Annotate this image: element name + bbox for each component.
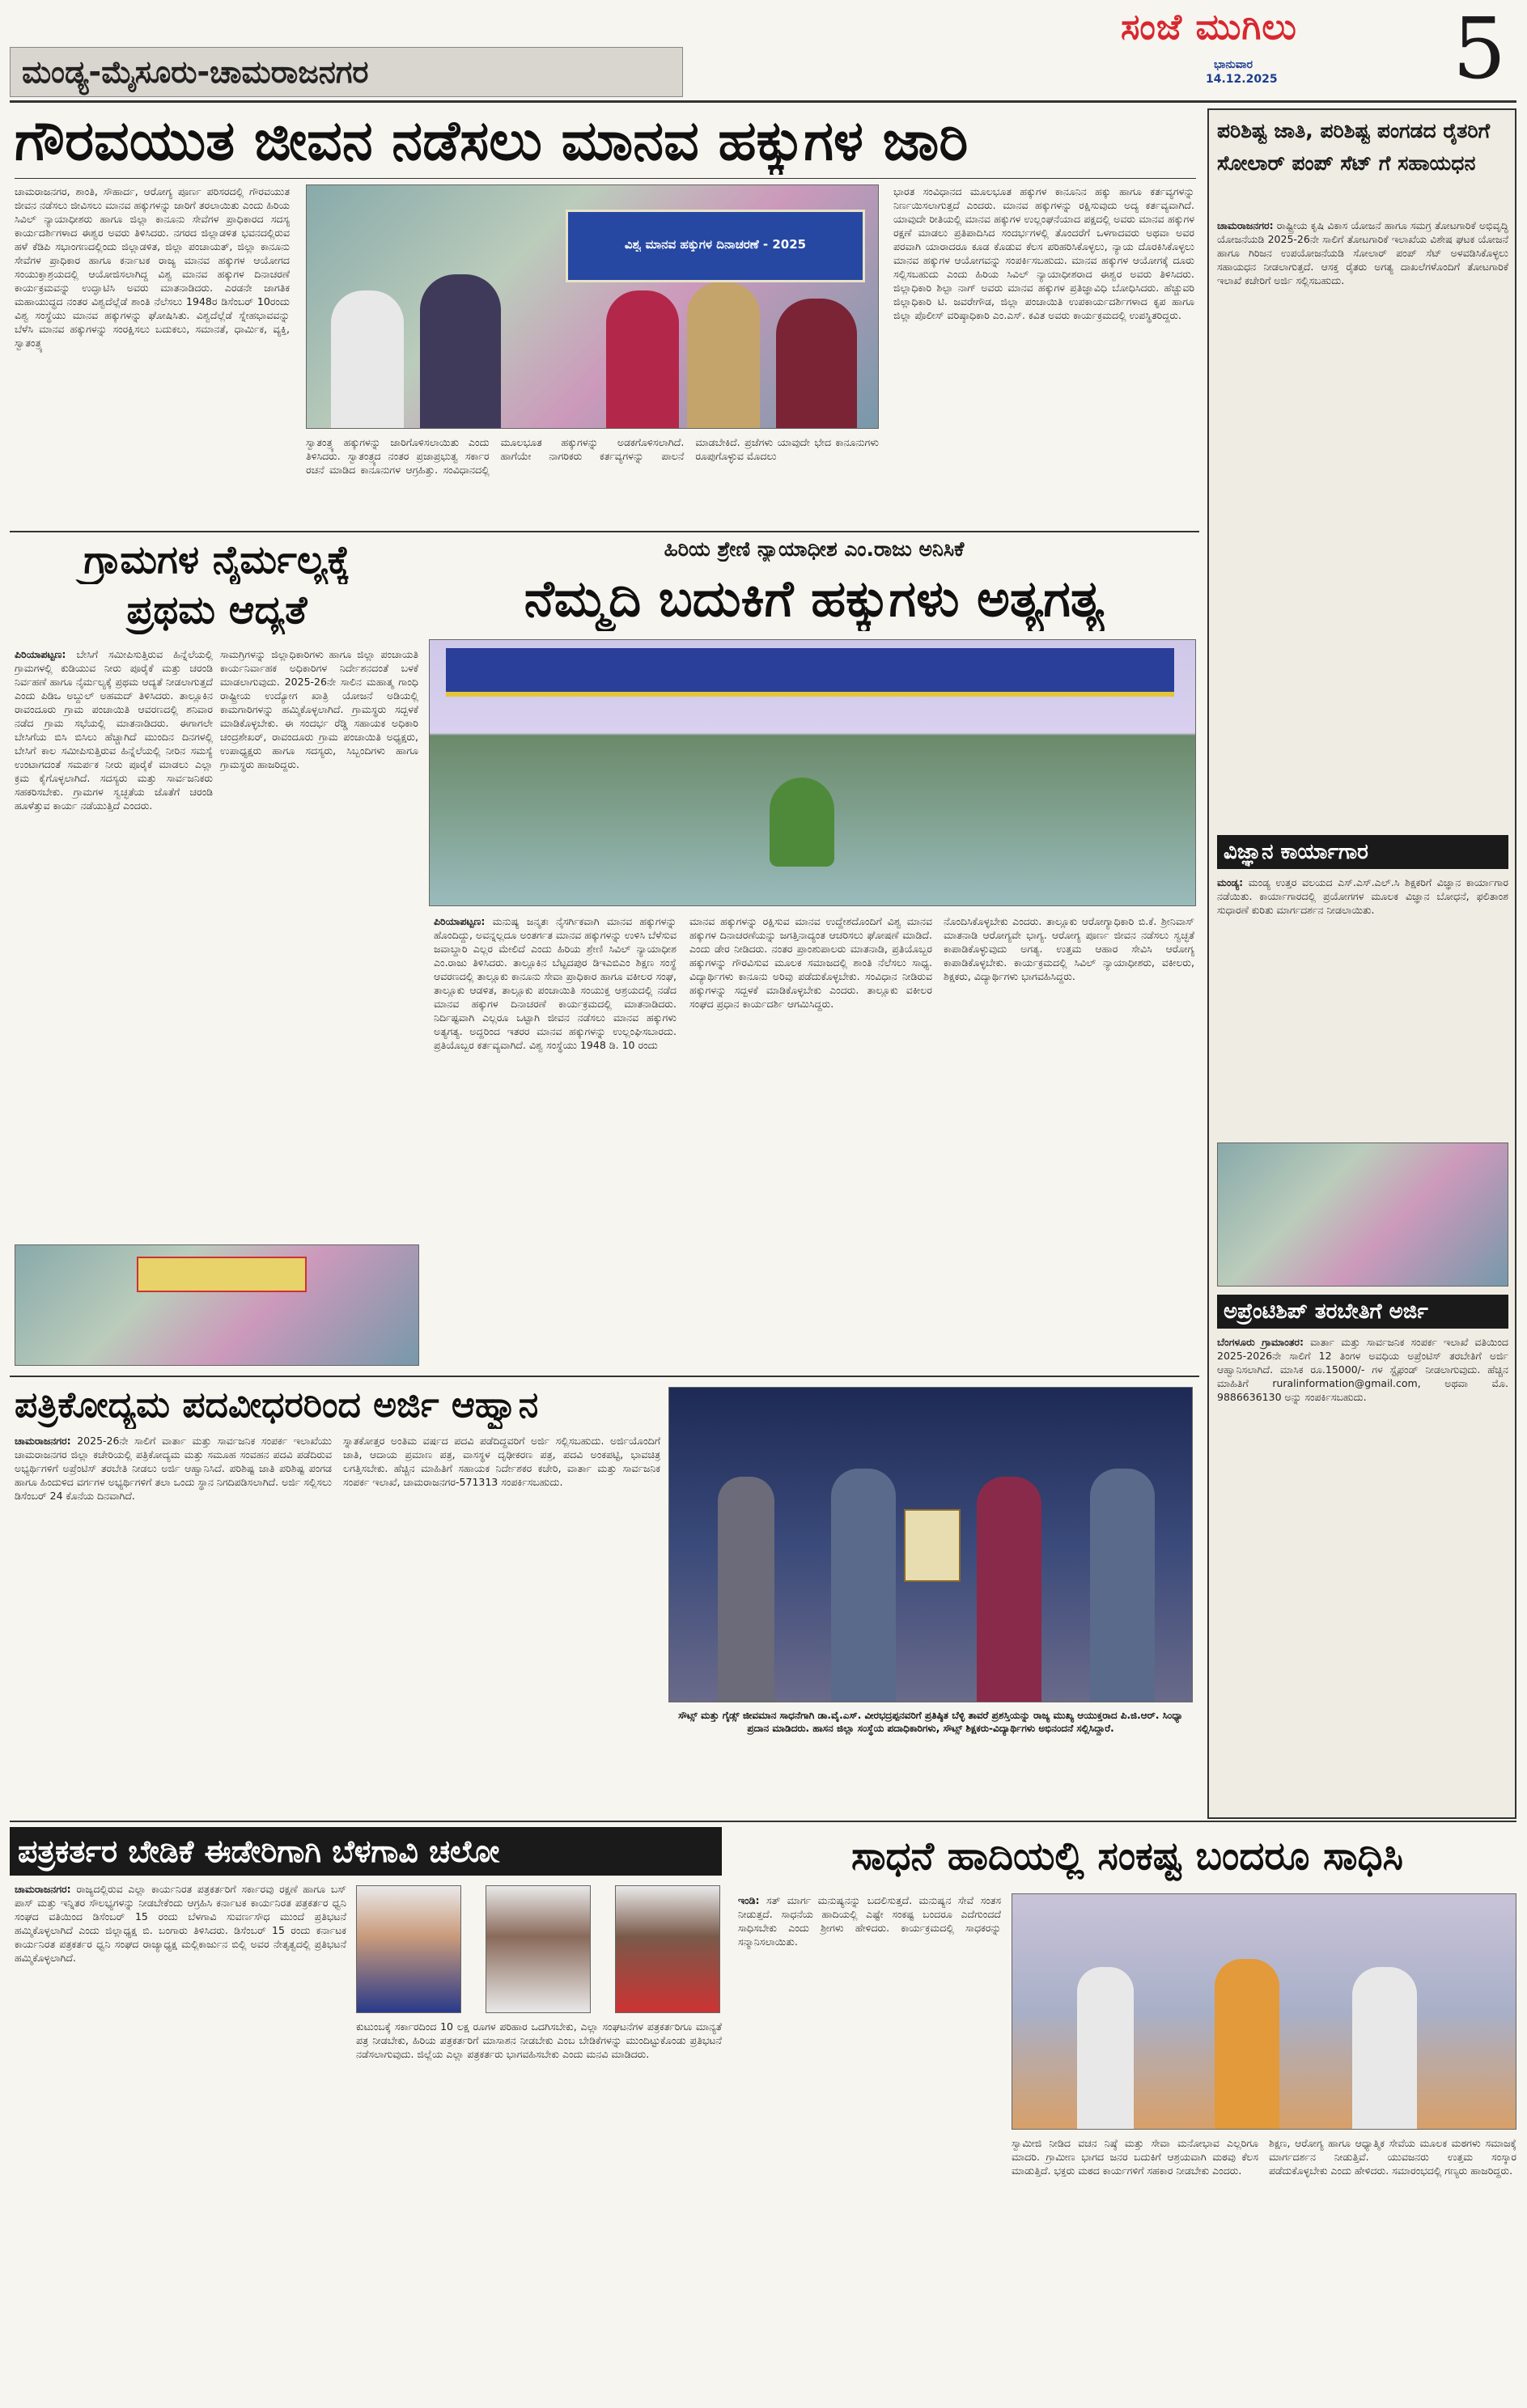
- person-figure: [331, 290, 404, 428]
- body: ಬೇಸಿಗೆ ಸಮೀಪಿಸುತ್ತಿರುವ ಹಿನ್ನೆಲೆಯಲ್ಲಿ ಗ್ರಾಮಗಳಲ್ಲಿ ಕುಡಿಯುವ ನೀರು ಪೂರೈಕೆ ಮತ್ತು ಚರಂಡಿ ನಿರ್ವಹಣೆ ಹಾಗೂ ನೈರ್ಮಲ್ಯಕ್ಕೆ ಪ್ರಥಮ ಆದ್ಯತೆ ನೀಡಲಾಗುತ್ತದೆ ಎಂದು ಪಿಡಿಒ ಅಬ್ದುಲ್ ಅಹಮದ್ ತಿಳಿಸಿದರು. ತಾಲ್ಲೂಕಿನ ರಾವಂದೂರು ಗ್ರಾಮ ಪಂಚಾಯಿತಿ ಆವರಣದಲ್ಲಿ ಶನಿವಾರ ನಡೆದ ಗ್ರಾಮ ಸಭೆಯಲ್ಲಿ ಮಾತನಾಡಿದರು. ಈಗಾಗಲೇ ಬೇಸಿಗೆಯ ಬಿಸಿ ಬಿಸಿಲು ಹೆಚ್ಚಾಗಿದೆ ಮುಂದಿನ ದಿನಗಳಲ್ಲಿ ಬೇಸಿಗೆ ಕಾಲ ಸಮೀಪಿಸುತ್ತಿರುವ ಹಿನ್ನೆಲೆಯಲ್ಲಿ ನೀರಿನ ಸಮಸ್ಯೆ ಉಂಟಾಗದಂತೆ ಸಮರ್ಪಕ ನೀರು ಪೂರೈಕೆ ಮಾಡಲು ಎಲ್ಲಾ ಕ್ರಮ ಕೈಗೊಳ್ಳಲಾಗಿದೆ. ಸದಸ್ಯರು ಮತ್ತು ಸಾರ್ವಜನಿಕರು ಸಹಕರಿಸಬೇಕು. ಗ್ರಾಮಗಳ ಸ್ವಚ್ಛತೆಯ ಜೊತೆಗೆ ಚರಂಡಿ ಹೂಳೆತ್ತುವ ಕಾರ್ಯ ನಡೆಯುತ್ತಿದೆ ಎಂದರು.: [15, 648, 213, 812]
- story3-col1: [434, 914, 677, 1369]
- story4-col1: [15, 1434, 332, 1812]
- story3-kicker: ಹಿರಿಯ ಶ್ರೇಣಿ ನ್ಯಾಯಾಧೀಶ ಎಂ.ರಾಜು ಅನಿಸಿಕೆ: [664, 537, 965, 561]
- person-figure: [1090, 1469, 1155, 1702]
- body: 2025-26ನೇ ಸಾಲಿಗೆ ವಾರ್ತಾ ಮತ್ತು ಸಾರ್ವಜನಿಕ ಸಂಪರ್ಕ ಇಲಾಖೆಯು ಚಾಮರಾಜನಗರ ಜಿಲ್ಲಾ ಕಚೇರಿಯಲ್ಲಿ ಪತ್ರಿಕೋದ್ಯಮ ಮತ್ತು ಸಮೂಹ ಸಂವಹನ ಪದವಿ ಪಡೆದಿರುವ ಅಭ್ಯರ್ಥಿಗಳಿಗೆ ಅಪ್ರೆಂಟಿಸ್ ತರಬೇತಿ ನೀಡಲು ಅರ್ಜಿ ಆಹ್ವಾನಿಸಿದೆ. ಪರಿಶಿಷ್ಟ ಜಾತಿ ಪರಿಶಿಷ್ಟ ಪಂಗಡ ಹಾಗೂ ಹಿಂದುಳಿದ ವರ್ಗಗಳ ಅಭ್ಯರ್ಥಿಗಳಿಗೆ ತಲಾ ಒಂದು ಸ್ಥಾನ ನಿಗದಿಪಡಿಸಲಾಗಿದೆ. ಅರ್ಜಿ ಸಲ್ಲಿಸಲು ಡಿಸೆಂಬರ್ 24 ಕೊನೆಯ ದಿನವಾಗಿದೆ.: [15, 1435, 332, 1502]
- masthead-rule: [10, 100, 1516, 103]
- portrait-1: [356, 1885, 461, 2013]
- story3-photo: [429, 639, 1196, 906]
- region-title: ಮಂಡ್ಯ-ಮೈಸೂರು-ಚಾಮರಾಜನಗರ: [22, 54, 369, 90]
- story7-photo: [1012, 1893, 1516, 2130]
- story5-caption: ಸೌಟ್ಸ್ ಮತ್ತು ಗೈಡ್ಸ್ ಜೀವಮಾನ ಸಾಧನೆಗಾಗಿ ಡಾ.ವೈ.ಎಸ್. ವೀರಭದ್ರಪ್ಪನವರಿಗೆ ಪ್ರತಿಷ್ಠಿತ ಬೆಳ್ಳಿ ತಾವರೆ ಪ್ರಶಸ್ತಿಯನ್ನು ರಾಜ್ಯ ಮುಖ್ಯ ಆಯುಕ್ತರಾದ ಪಿ.ಜಿ.ಆರ್. ಸಿಂಧ್ಯಾ ಪ್ರದಾನ ಮಾಡಿದರು. ಹಾಸನ ಜಿಲ್ಲಾ ಸಂಸ್ಥೆಯ ಪದಾಧಿಕಾರಿಗಳು, ಸೌಟ್ಸ್ ಶಿಕ್ಷಕರು-ವಿದ್ಯಾರ್ಥಿಗಳು ಅಭಿನಂದನೆ ಸಲ್ಲಿಸಿದ್ದಾರೆ.: [678, 1710, 1183, 1734]
- page-number: 5: [1453, 0, 1507, 98]
- plant: [770, 778, 834, 867]
- dateline: ಬೆಂಗಳೂರು ಗ್ರಾಮಾಂತರ:: [1217, 1336, 1304, 1348]
- person-figure: [606, 290, 679, 428]
- banner-text: ವಿಶ್ವ ಮಾನವ ಹಕ್ಕುಗಳ ದಿನಾಚರಣೆ - 2025: [624, 237, 807, 252]
- dateline: ಚಾಮರಾಜನಗರ:: [15, 1883, 71, 1895]
- story6-col1: [15, 1882, 346, 2400]
- certificate: [904, 1509, 961, 1582]
- sidebar-story2-headline: ವಿಜ್ಞಾನ ಕಾರ್ಯಾಗಾರ: [1217, 835, 1508, 869]
- person-figure: [776, 299, 857, 428]
- sidebar-photo: [1217, 1143, 1508, 1287]
- story7-headline: ಸಾಧನೆ ಹಾದಿಯಲ್ಲಿ ಸಂಕಷ್ಟ ಬಂದರೂ ಸಾಧಿಸಿ: [851, 1834, 1403, 1879]
- story4-headline: ಪತ್ರಿಕೋದ್ಯಮ ಪದವೀಧರರಿಂದ ಅರ್ಜಿ ಆಹ್ವಾನ: [15, 1384, 539, 1426]
- banner: [137, 1257, 307, 1292]
- sidebar-story2-text: [1217, 875, 1508, 1134]
- story6-headline: ಪತ್ರಕರ್ತರ ಬೇಡಿಕೆ ಈಡೇರಿಗಾಗಿ ಬೆಳಗಾವಿ ಚಲೋ: [10, 1827, 722, 1876]
- sidebar-story3-headline: ಅಪ್ರೆಂಟಿಶಿಪ್ ತರಬೇತಿಗೆ ಅರ್ಜಿ: [1217, 1295, 1508, 1329]
- story3-col2: ಮಾನವ ಹಕ್ಕುಗಳನ್ನು ರಕ್ಷಿಸುವ ಮಾನವ ಉದ್ದೇಶದೊಂದಿಗೆ ವಿಶ್ವ ಮಾನವ ಹಕ್ಕುಗಳ ದಿನಾಚರಣೆಯನ್ನು ಜಗತ್ತಿನಾದ್ಯಂತ ಆಚರಿಸಲು ಘೋಷಣೆ ಮಾಡಿದೆ. ಎಂದು ಡೇರ ನೀಡಿದರು. ನಂತರ ಪ್ರಾಂಶುಪಾಲರು ಮಾತನಾಡಿ, ಪ್ರತಿಯೊಬ್ಬರ ಹಕ್ಕುಗಳನ್ನು ಗೌರವಿಸುವ ಮೂಲಕ ಸಮಾಜದಲ್ಲಿ ಶಾಂತಿ ನೆಲೆಸಲು ಸಾಧ್ಯ. ವಿದ್ಯಾರ್ಥಿಗಳು ಕಾನೂನು ಅರಿವು ಪಡೆದುಕೊಳ್ಳಬೇಕು. ಸಂವಿಧಾನ ನೀಡಿರುವ ಹಕ್ಕುಗಳನ್ನು ಸದ್ಬಳಕೆ ಮಾಡಿಕೊಳ್ಳಬೇಕು ಎಂದರು. ತಾಲ್ಲೂಕು ವಕೀಲರ ಸಂಘದ ಪ್ರಧಾನ ಕಾರ್ಯದರ್ಶಿ ಆಗಮಿಸಿದ್ದರು.: [689, 915, 932, 1010]
- story7-col3: ಶಿಕ್ಷಣ, ಆರೋಗ್ಯ ಹಾಗೂ ಆಧ್ಯಾತ್ಮಿಕ ಸೇವೆಯ ಮೂಲಕ ಮಠಗಳು ಸಮಾಜಕ್ಕೆ ಮಾರ್ಗದರ್ಶನ ನೀಡುತ್ತಿವೆ. ಯುವಜನರು ಉತ್ತಮ ಸಂಸ್ಕಾರ ಪಡೆದುಕೊಳ್ಳಬೇಕು ಎಂದು ಹೇಳಿದರು. ಸಮಾರಂಭದಲ್ಲಿ ಗಣ್ಯರು ಹಾಜರಿದ್ದರು.: [1269, 2137, 1516, 2177]
- body: ಮಂಡ್ಯ ಉತ್ತರ ವಲಯದ ಎಸ್.ಎಸ್.ಎಲ್.ಸಿ ಶಿಕ್ಷಕರಿಗೆ ವಿಜ್ಞಾನ ಕಾರ್ಯಾಗಾರ ನಡೆಯಿತು. ಕಾರ್ಯಾಗಾರದಲ್ಲಿ ಪ್ರಯೋಗಗಳ ಮೂಲಕ ವಿಜ್ಞಾನ ಬೋಧನೆ, ಫಲಿತಾಂಶ ಸುಧಾರಣೆ ಕುರಿತು ಮಾರ್ಗದರ್ಶನ ನೀಡಲಾಯಿತು.: [1217, 876, 1508, 916]
- story3-headline: ನೆಮ್ಮದಿ ಬದುಕಿಗೆ ಹಕ್ಕುಗಳು ಅತ್ಯಗತ್ಯ: [524, 569, 1105, 628]
- sidebar-story3-text: [1217, 1335, 1508, 1812]
- sidebar-story1-text: [1217, 218, 1508, 824]
- story2-headline1: ಗ್ರಾಮಗಳ ನೈರ್ಮಲ್ಯಕ್ಕೆ: [83, 537, 350, 583]
- person-figure: [718, 1477, 774, 1702]
- divider: [15, 178, 1196, 179]
- person-figure: [420, 274, 501, 428]
- brand-name: ಸಂಜೆ ಮುಗಿಲು: [1121, 6, 1297, 48]
- story4-col2: ಸ್ನಾತಕೋತ್ತರ ಅಂತಿಮ ವರ್ಷದ ಪದವಿ ಪಡೆದಿದ್ದವರಿಗೆ ಅರ್ಜಿ ಸಲ್ಲಿಸಬಹುದು. ಅರ್ಜಿಯೊಂದಿಗೆ ಜಾತಿ, ಆದಾಯ ಪ್ರಮಾಣ ಪತ್ರ, ವಾಸಸ್ಥಳ ದೃಢೀಕರಣ ಪತ್ರ, ಪದವಿ ಅಂಕಪಟ್ಟಿ, ಭಾವಚಿತ್ರ ಲಗತ್ತಿಸಬೇಕು. ಹೆಚ್ಚಿನ ಮಾಹಿತಿಗೆ ಸಹಾಯಕ ನಿರ್ದೇಶಕರ ಕಚೇರಿ, ವಾರ್ತಾ ಮತ್ತು ಸಾರ್ವಜನಿಕ ಸಂಪರ್ಕ ಇಲಾಖೆ, ಚಾಮರಾಜನಗರ-571313 ಸಂಪರ್ಕಿಸಬಹುದು.: [343, 1435, 660, 1488]
- divider: [10, 1376, 1199, 1377]
- body: ವಾರ್ತಾ ಮತ್ತು ಸಾರ್ವಜನಿಕ ಸಂಪರ್ಕ ಇಲಾಖೆ ವತಿಯಿಂದ 2025-2026ನೇ ಸಾಲಿಗೆ 12 ತಿಂಗಳ ಅವಧಿಯ ಅಪ್ರೆಂಟಿಸ್ ತರಬೇತಿಗೆ ಅರ್ಜಿ ಆಹ್ವಾನಿಸಲಾಗಿದೆ. ಮಾಸಿಕ ರೂ.15000/- ಗಳ ಸ್ಟೈಫಂಡ್ ನೀಡಲಾಗುವುದು. ಹೆಚ್ಚಿನ ಮಾಹಿತಿಗೆ ruralinformation@gmail.com, ಅಥವಾ ಮೊ. 9886636130 ಅನ್ನು ಸಂಪರ್ಕಿಸಬಹುದು.: [1217, 1336, 1508, 1403]
- story6-col2: ಕುಟುಂಬಕ್ಕೆ ಸರ್ಕಾರದಿಂದ 10 ಲಕ್ಷ ರೂಗಳ ಪರಿಹಾರ ಒದಗಿಸಬೇಕು, ಎಲ್ಲಾ ಸಂಘಟನೆಗಳ ಪತ್ರಕರ್ತರಿಗೂ ಮಾನ್ಯತೆ ಪತ್ರ ನೀಡಬೇಕು, ಹಿರಿಯ ಪತ್ರಕರ್ತರಿಗೆ ಮಾಸಾಶನ ನೀಡಬೇಕು ಎಂಬ ಬೇಡಿಕೆಗಳನ್ನು ಮುಂದಿಟ್ಟುಕೊಂಡು ಪ್ರತಿಭಟನೆ ನಡೆಸಲಾಗುವುದು. ಜಿಲ್ಲೆಯ ಎಲ್ಲಾ ಪತ್ರಕರ್ತರು ಭಾಗವಹಿಸಬೇಕು ಎಂದು ಮನವಿ ಮಾಡಿದರು.: [356, 2020, 722, 2060]
- divider: [10, 531, 1199, 532]
- issue-date: 14.12.2025: [1206, 73, 1278, 86]
- body: ರಾಷ್ಟ್ರೀಯ ಕೃಷಿ ವಿಕಾಸ ಯೋಜನೆ ಹಾಗೂ ಸಮಗ್ರ ತೋಟಗಾರಿಕೆ ಅಭಿವೃದ್ಧಿ ಯೋಜನೆಯಡಿ 2025-26ನೇ ಸಾಲಿಗೆ ತೋಟಗಾರಿಕೆ ಇಲಾಖೆಯ ವಿಶೇಷ ಘಟಕ ಯೋಜನೆ ಹಾಗೂ ಗಿರಿಜನ ಉಪಯೋಜನೆಯಡಿ ಸೋಲಾರ್ ಪಂಪ್ ಸೆಟ್ ಅಳವಡಿಸಿಕೊಳ್ಳಲು ಸಹಾಯಧನ ನೀಡಲಾಗುತ್ತದೆ. ಆಸಕ್ತ ರೈತರು ಅಗತ್ಯ ದಾಖಲೆಗಳೊಂದಿಗೆ ತೋಟಗಾರಿಕೆ ಇಲಾಖೆ ಕಚೇರಿಗೆ ಅರ್ಜಿ ಸಲ್ಲಿಸಬಹುದು.: [1217, 219, 1508, 286]
- body: ಸತ್ ಮಾರ್ಗ ಮನುಷ್ಯನನ್ನು ಬದಲಿಸುತ್ತದೆ. ಮನುಷ್ಯನ ಸೇವೆ ಸಂತಸ ನೀಡುತ್ತದೆ. ಸಾಧನೆಯ ಹಾದಿಯಲ್ಲಿ ಎಷ್ಟೇ ಸಂಕಷ್ಟ ಬಂದರೂ ಎದೆಗುಂದದೆ ಸಾಧಿಸಬೇಕು ಎಂದು ಶ್ರೀಗಳು ಹೇಳಿದರು. ಕಾರ್ಯಕ್ರಮದಲ್ಲಿ ಸಾಧಕರನ್ನು ಸನ್ಮಾನಿಸಲಾಯಿತು.: [738, 1894, 1001, 1948]
- person-figure: [1077, 1967, 1134, 2129]
- dateline: ಚಾಮರಾಜನಗರ:: [1217, 219, 1274, 231]
- story2-col1: [15, 647, 213, 1238]
- story1-col3: ಭಾರತ ಸಂವಿಧಾನದ ಮೂಲಭೂತ ಹಕ್ಕುಗಳ ಕಾನೂನಿನ ಹಕ್ಕು ಹಾಗೂ ಕರ್ತವ್ಯಗಳನ್ನು ನಿರ್ಣಯಿಸಲಾಗುತ್ತದೆ ಎಂದರು. ಮಾನವ ಹಕ್ಕುಗಳನ್ನು ರಕ್ಷಿಸುವುದು ಅದ್ಯ ಕರ್ತವ್ಯವಾಗಿದೆ. ಯಾವುದೇ ರೀತಿಯಲ್ಲಿ ಮಾನವ ಹಕ್ಕುಗಳ ಉಲ್ಲಂಘನೆಯಾದ ಪಕ್ಷದಲ್ಲಿ ಅವರು ಮಾನವ ಹಕ್ಕುಗಳ ರಕ್ಷಣೆ ಮಾಡಲು ಪ್ರತಿಪಾದಿಸಿದ ಸಂದರ್ಭಗಳಲ್ಲಿ ತೊಂದರೆಗೆ ಒಳಗಾದವರು ಅಥವಾ ಅವರ ಪರವಾಗಿ ಯಾರಾದರೂ ಕೂಡ ಕೊಡುವ ಕೆಲಸ ಪರಿಹರಿಸಿಕೊಳ್ಳಲು, ನ್ಯಾಯ ದೊರಕಿಸಿಕೊಳ್ಳಲು ಮಾನವ ಹಕ್ಕುಗಳ ಆಯೋಗವನ್ನು ಸಂಪರ್ಕಿಸಬಹುದು. ಮಾನವ ಹಕ್ಕುಗಳ ಆಯೋಗಕ್ಕೆ ದೂರು ಸಲ್ಲಿಸಬಹುದು ಎಂದು ಹಿರಿಯ ಸಿವಿಲ್ ನ್ಯಾಯಾಧೀಶರಾದ ಈಶ್ವರ ಅವರು ತಿಳಿಸಿದರು. ಜಿಲ್ಲಾಧಿಕಾರಿ ಶಿಲ್ಪಾ ನಾಗ್ ಅವರು ಮಾನವ ಹಕ್ಕುಗಳ ಪ್ರತಿಜ್ಞಾವಿಧಿ ಬೋಧಿಸಿದರು. ಹೆಚ್ಚುವರಿ ಜಿಲ್ಲಾಧಿಕಾರಿ ಟಿ. ಜವರೇಗೌಡ, ಜಿಲ್ಲಾ ಪಂಚಾಯಿತಿ ಉಪಕಾರ್ಯದರ್ಶಿಗಳಾದ ಕೃಪ ಹಾಗೂ ಜಿಲ್ಲಾ ಪೊಲೀಸ್ ವರಿಷ್ಠಾಧಿಕಾರಿ ಎಂ.ಎಸ್. ಕವಿತ ಅವರು ಕಾರ್ಯಕ್ರಮದಲ್ಲಿ ಉಪಸ್ಥಿತರಿದ್ದರು.: [893, 185, 1194, 321]
- story2-col2: ಸಾಮಗ್ರಿಗಳನ್ನು ಜಿಲ್ಲಾಧಿಕಾರಿಗಳು ಹಾಗೂ ಜಿಲ್ಲಾ ಪಂಚಾಯತಿ ಕಾರ್ಯನಿರ್ವಾಹಕ ಅಧಿಕಾರಿಗಳ ನಿರ್ದೇಶನದಂತೆ ಬಳಕೆ ಮಾಡಲಾಗುವುದು. 2025-26ನೇ ಸಾಲಿನ ಮಹಾತ್ಮ ಗಾಂಧಿ ರಾಷ್ಟ್ರೀಯ ಉದ್ಯೋಗ ಖಾತ್ರಿ ಯೋಜನೆ ಅಡಿಯಲ್ಲಿ ಕಾಮಗಾರಿಗಳನ್ನು ಹಮ್ಮಿಕೊಳ್ಳಲಾಗಿದೆ. ಗ್ರಾಮಸ್ಥರು ಸದ್ಬಳಕೆ ಮಾಡಿಕೊಳ್ಳಬೇಕು. ಈ ಸಂದರ್ಭ ರೆಡ್ಡಿ ಸಹಾಯಕ ಅಧಿಕಾರಿ ಚಂದ್ರಶೇಖರ್, ರಾವಂದೂರು ಗ್ರಾಮ ಪಂಚಾಯಿತಿ ಅಧ್ಯಕ್ಷರು, ಉಪಾಧ್ಯಕ್ಷರು ಹಾಗೂ ಸದಸ್ಯರು, ಸಿಬ್ಬಂದಿಗಳು ಹಾಗೂ ಗ್ರಾಮಸ್ಥರು ಹಾಜರಿದ್ದರು.: [220, 648, 418, 770]
- sidebar-story1-headline: ಪರಿಶಿಷ್ಟ ಜಾತಿ, ಪರಿಶಿಷ್ಟ ಪಂಗಡದ ರೈತರಿಗೆ ಸೋಲಾರ್ ಪಂಪ್ ಸೆಟ್ ಗೆ ಸಹಾಯಧನ: [1217, 119, 1491, 175]
- dateline: ಮಂಡ್ಯ:: [1217, 876, 1244, 888]
- body: ಮನುಷ್ಯ ಜನ್ಮತಃ ನೈಸರ್ಗಿಕವಾಗಿ ಮಾನವ ಹಕ್ಕುಗಳನ್ನು ಹೊಂದಿದ್ದು, ಅವನ್ನಲ್ಲದೂ ಅಂತರ್ಗತ ಮಾನವ ಹಕ್ಕುಗಳನ್ನು ಉಳಿಸಿ ಬೆಳೆಸುವ ಜವಾಬ್ದಾರಿ ಎಲ್ಲರ ಮೇಲಿದೆ ಎಂದು ಹಿರಿಯ ಶ್ರೇಣಿ ಸಿವಿಲ್ ನ್ಯಾಯಾಧೀಶ ಎಂ.ರಾಜು ತಿಳಿಸಿದರು. ತಾಲ್ಲೂಕಿನ ಬೆಟ್ಟದಪುರ ಡಿಇಎಬಿಎಂ ಶಿಕ್ಷಣ ಸಂಸ್ಥೆ ಆವರಣದಲ್ಲಿ ತಾಲ್ಲೂಕು ಕಾನೂನು ಸೇವಾ ಪ್ರಾಧಿಕಾರ ಹಾಗೂ ವಕೀಲರ ಸಂಘ, ತಾಲ್ಲೂಕು ಆಡಳಿತ, ತಾಲ್ಲೂಕು ಪಂಚಾಯಿತಿ ಸಂಯುಕ್ತ ಆಶ್ರಯದಲ್ಲಿ ನಡೆದ ಮಾನವ ಹಕ್ಕುಗಳ ದಿನಾಚರಣೆ ಕಾರ್ಯಕ್ರಮದಲ್ಲಿ ಮಾತನಾಡಿದರು. ನಿರ್ದಿಷ್ಟವಾಗಿ ಎಲ್ಲರೂ ಒಟ್ಟಾಗಿ ಜೀವನ ನಡೆಸಲು ಮಾನವ ಹಕ್ಕುಗಳು ಅತ್ಯಗತ್ಯ. ಅದ್ದರಿಂದ ಇತರರ ಮಾನವ ಹಕ್ಕುಗಳನ್ನು ಉಲ್ಲಂಘಿಸಬಾರದು. ಪ್ರತಿಯೊಬ್ಬರ ಕರ್ತವ್ಯವಾಗಿದೆ. ವಿಶ್ವ ಸಂಸ್ಥೆಯು 1948 ಡಿ. 10 ರಂದು: [434, 915, 677, 1051]
- dateline: ಚಾಮರಾಜನಗರ:: [15, 1435, 71, 1447]
- story2-headline2: ಪ್ರಥಮ ಆದ್ಯತೆ: [126, 587, 308, 633]
- person-figure: [1352, 1967, 1417, 2129]
- dateline: ಪಿರಿಯಾಪಟ್ಟಣ:: [434, 915, 486, 927]
- story7-col2: ಸ್ವಾಮೀಜಿ ನೀಡಿದ ವಚನ ನಿಷ್ಠೆ ಮತ್ತು ಸೇವಾ ಮನೋಭಾವ ಎಲ್ಲರಿಗೂ ಮಾದರಿ. ಗ್ರಾಮೀಣ ಭಾಗದ ಜನರ ಬದುಕಿಗೆ ಆಶ್ರಯವಾಗಿ ಮಠವು ಕೆಲಸ ಮಾಡುತ್ತಿದೆ. ಭಕ್ತರು ಮಠದ ಕಾರ್ಯಗಳಿಗೆ ಸಹಕಾರ ನೀಡಬೇಕು ಎಂದರು.: [1012, 2137, 1258, 2177]
- story5-photo: [668, 1387, 1193, 1702]
- brand-logo: [1121, 6, 1396, 57]
- issue-day: ಭಾನುವಾರ: [1214, 58, 1253, 71]
- portrait-2: [486, 1885, 591, 2013]
- person-figure: [687, 282, 760, 428]
- person-figure: [831, 1469, 896, 1702]
- story1-photo: [306, 184, 879, 429]
- divider: [10, 1821, 1516, 1822]
- story2-photo: [15, 1244, 419, 1366]
- story1-col2: ಸ್ವಾತಂತ್ರ್ಯ ಹಕ್ಕುಗಳನ್ನು ಜಾರಿಗೊಳಿಸಲಾಯಿತು ಎಂದು ತಿಳಿಸಿದರು. ಸ್ವಾತಂತ್ರ್ಯದ ನಂತರ ಪ್ರಜಾಪ್ರಭುತ್ವ ಸರ್ಕಾರ ರಚನೆ ಮಾಡಿದ ಕಾನೂನುಗಳ ಆಗ್ರಹಿತ್ತು. ಸಂವಿಧಾನದಲ್ಲಿ ಮೂಲಭೂತ ಹಕ್ಕುಗಳನ್ನು ಅಡಕಗೊಳಿಸಲಾಗಿದೆ. ಹಾಗೆಯೇ ನಾಗರಿಕರು ಕರ್ತವ್ಯಗಳನ್ನು ಪಾಲನೆ ಮಾಡಬೇಕಿದೆ. ಪ್ರಜೆಗಳು ಯಾವುದೇ ಭೇದ ಕಾನೂನುಗಳು ರೂಪುಗೊಳ್ಳುವ ಮೊದಲು: [306, 436, 879, 476]
- story7-col1: [738, 1893, 1001, 2400]
- dateline: ಇಂಡಿ:: [738, 1894, 760, 1906]
- story3-col3: ನೊಂದಿಸಿಕೊಳ್ಳಬೇಕು ಎಂದರು. ತಾಲ್ಲೂಕು ಆರೋಗ್ಯಾಧಿಕಾರಿ ಬಿ.ಕೆ. ಶ್ರೀನಿವಾಸ್ ಮಾತನಾಡಿ ಆರೋಗ್ಯವೇ ಭಾಗ್ಯ. ಆರೋಗ್ಯ ಪೂರ್ಣ ಜೀವನ ನಡೆಸಲು ಸ್ವಚ್ಛತೆ ಕಾಪಾಡಿಕೊಳ್ಳುವುದು ಅಗತ್ಯ. ಉತ್ತಮ ಆಹಾರ ಸೇವಿಸಿ ಆರೋಗ್ಯ ಕಾಪಾಡಿಕೊಳ್ಳಬೇಕು. ಕಾರ್ಯಕ್ರಮದಲ್ಲಿ ಸಿವಿಲ್ ನ್ಯಾಯಾಧೀಶರು, ವಕೀಲರು, ಶಿಕ್ಷಕರು, ವಿದ್ಯಾರ್ಥಿಗಳು ಭಾಗವಹಿಸಿದ್ದರು.: [944, 915, 1194, 982]
- portrait-3: [615, 1885, 720, 2013]
- person-figure: [1215, 1959, 1279, 2129]
- person-figure: [977, 1477, 1041, 1702]
- story1-headline: ಗೌರವಯುತ ಜೀವನ ನಡೆಸಲು ಮಾನವ ಹಕ್ಕುಗಳ ಜಾರಿ: [15, 109, 969, 173]
- region-header: [10, 47, 683, 97]
- dateline: ಪಿರಿಯಾಪಟ್ಟಣ:: [15, 648, 66, 660]
- body: ರಾಜ್ಯದಲ್ಲಿರುವ ಎಲ್ಲಾ ಕಾರ್ಯನಿರತ ಪತ್ರಕರ್ತರಿಗೆ ಸರ್ಕಾರವು ರಕ್ಷಣೆ ಹಾಗೂ ಬಸ್ ಪಾಸ್ ಮತ್ತು ಇನ್ನಿತರ ಸೌಲಭ್ಯಗಳನ್ನು ನೀಡಬೇಕೆಂದು ಆಗ್ರಹಿಸಿ ಕರ್ನಾಟಕ ಕಾರ್ಯನಿರತ ಪತ್ರಕರ್ತರ ಧ್ವನಿ ಸಂಘದ ವತಿಯಿಂದ ಡಿಸೆಂಬರ್ 15 ರಂದು ಬೆಳಗಾವಿ ಸುವರ್ಣಸೌಧ ಮುಂದೆ ಪ್ರತಿಭಟನೆ ಹಮ್ಮಿಕೊಳ್ಳಲಾಗಿದೆ ಎಂದು ಜಿಲ್ಲಾಧ್ಯಕ್ಷ ಬಿ. ಬಂಗಾರು ತಿಳಿಸಿದರು. ಡಿಸೆಂಬರ್ 15 ರಂದು ಕರ್ನಾಟಕ ಕಾರ್ಯನಿರತ ಪತ್ರಕರ್ತರ ಧ್ವನಿ ಸಂಘದ ರಾಜ್ಯಾಧ್ಯಕ್ಷ ಮಲ್ಲಿಕಾರ್ಜುನ ಬಿಲ್ಲಿ ಅವರ ನೇತೃತ್ವದಲ್ಲಿ ಪ್ರತಿಭಟನೆ ಹಮ್ಮಿಕೊಳ್ಳಲಾಗಿದೆ.: [15, 1883, 346, 1964]
- banner: [446, 648, 1174, 697]
- story1-col1: ಚಾಮರಾಜನಗರ, ಶಾಂತಿ, ಸೌಹಾರ್ದ, ಆರೋಗ್ಯ ಪೂರ್ಣ ಪರಿಸರದಲ್ಲಿ ಗೌರವಯುತ ಜೀವನ ನಡೆಸಲು ಜೀವಿಸಲು ಮಾನವ ಹಕ್ಕುಗಳನ್ನು ಜಾರಿಗೆ ತರಲಾಯಿತು ಎಂದು ಹಿರಿಯ ಸಿವಿಲ್ ನ್ಯಾಯಾಧೀಶರು ಹಾಗೂ ಜಿಲ್ಲಾ ಕಾನೂನು ಸೇವೆಗಳ ಪ್ರಾಧಿಕಾರದ ಸದಸ್ಯ ಕಾರ್ಯದರ್ಶಿಗಳಾದ ಈಶ್ವರ ಅವರು ತಿಳಿಸಿದರು. ನಗರದ ಜಿಲ್ಲಾಡಳಿತ ಭವನದಲ್ಲಿರುವ ಹಳೆ ಕೆಡಿಪಿ ಸಭಾಂಗಣದಲ್ಲಿಂದು ಜಿಲ್ಲಾಡಳಿತ, ಜಿಲ್ಲಾ ಪಂಚಾಯತ್, ಜಿಲ್ಲಾ ಕಾನೂನು ಸೇವೆಗಳ ಪ್ರಾಧಿಕಾರ ಹಾಗೂ ಕರ್ನಾಟಕ ರಾಜ್ಯ ಮಾನವ ಹಕ್ಕುಗಳ ಆಯೋಗದ ಸಂಯುಕ್ತಾಶ್ರಯದಲ್ಲಿ ಆಯೋಜಿಸಲಾಗಿದ್ದ ವಿಶ್ವ ಮಾನವ ಹಕ್ಕುಗಳ ದಿನಾಚರಣೆ ಕಾರ್ಯಕ್ರಮವನ್ನು ಉದ್ಘಾಟಿಸಿ ಅವರು ಮಾತನಾಡಿದರು. ಎರಡನೇ ಜಾಗತಿಕ ಮಹಾಯುದ್ಧದ ನಂತರ ವಿಶ್ವದೆಲ್ಲೆಡೆ ಶಾಂತಿ ನೆಲೆಸಲು 1948ರ ಡಿಸೆಂಬರ್ 10ರಂದು ವಿಶ್ವ ಸಂಸ್ಥೆಯು ಮಾನವ ಹಕ್ಕುಗಳನ್ನು ಘೋಷಿಸಿತು. ವಿಶ್ವದೆಲ್ಲೆಡೆ ಸ್ನೇಹಭಾವವನ್ನು ಬೆಳೆಸಿ ಮಾನವ ಹಕ್ಕುಗಳನ್ನು ಸಂರಕ್ಷಿಸಲು ಬದುಕಲು, ಸಮಾನತೆ, ಧಾರ್ಮಿಕ, ವ್ಯಕ್ತಿ, ಸ್ವಾತಂತ್ರ್ಯ: [15, 185, 290, 349]
